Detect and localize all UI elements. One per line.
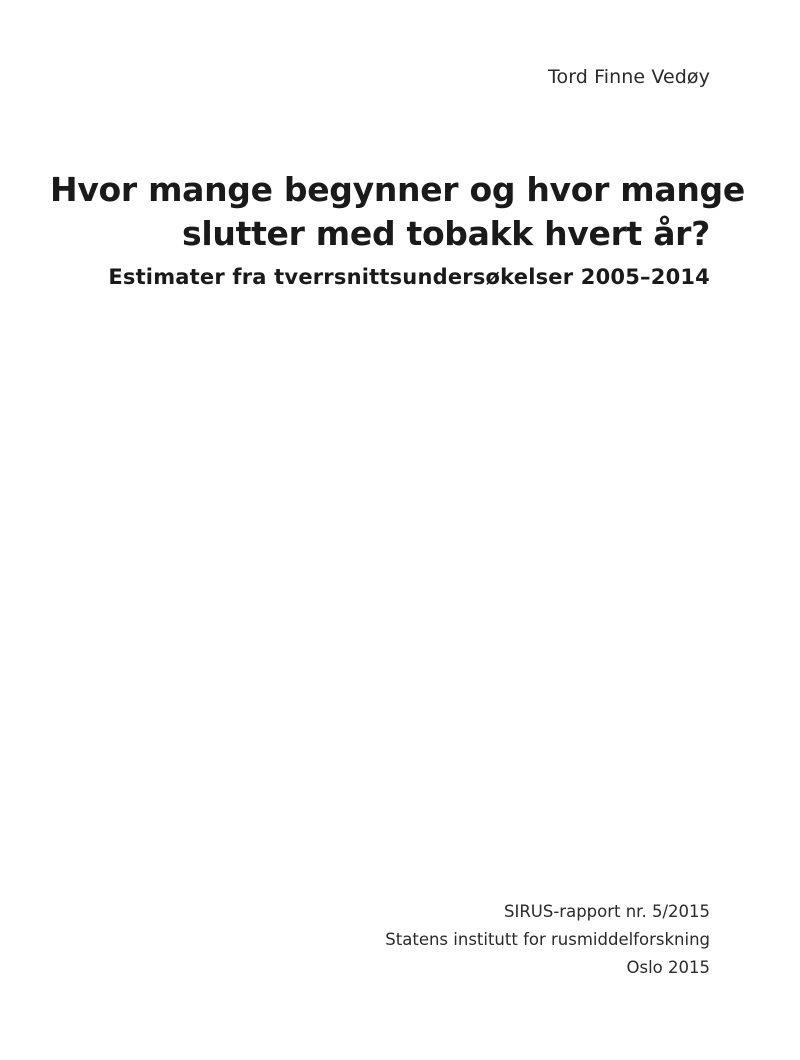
subtitle: Estimater fra tverrsnittsundersøkelser 2005–2014 — [108, 265, 710, 289]
title-line-1: Hvor mange begynner og hvor mange — [50, 170, 745, 209]
title-block — [50, 168, 745, 292]
title-line-2: slutter med tobakk hvert år? — [182, 214, 710, 253]
author-name: Tord Finne Vedøy — [548, 66, 710, 88]
place-and-year: Oslo 2015 — [626, 958, 710, 977]
institution-name: Statens institutt for rusmiddelforskning — [385, 930, 710, 949]
publication-info — [385, 898, 710, 982]
report-number: SIRUS-rapport nr. 5/2015 — [503, 902, 710, 921]
